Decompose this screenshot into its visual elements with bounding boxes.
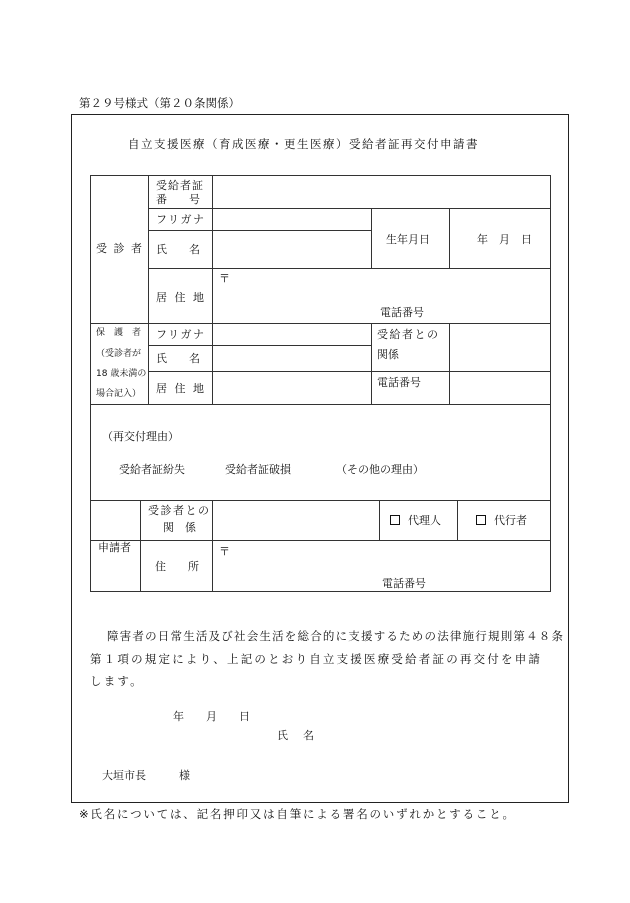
- guardian-address-field[interactable]: [213, 372, 370, 403]
- guardian-relation-field[interactable]: [450, 324, 549, 370]
- patient-name-label: 氏 名: [156, 243, 200, 256]
- reason-option-damaged[interactable]: 受給者証破損: [225, 463, 291, 476]
- proxy-option-label: 代行者: [494, 514, 527, 527]
- form-number: 第２９号様式（第２０条関係）: [79, 96, 240, 110]
- checkbox-icon: [476, 515, 486, 525]
- guardian-label-2: （受診者が: [96, 349, 142, 359]
- guardian-name-label: 氏 名: [156, 352, 200, 365]
- birthdate-field[interactable]: [450, 209, 549, 267]
- patient-name-field[interactable]: [213, 231, 370, 267]
- applicant-relation-field[interactable]: [213, 501, 378, 539]
- patient-section-label: 受 診 者: [96, 242, 144, 255]
- statement-line-3: します。: [90, 674, 144, 688]
- applicant-label: 申請者: [98, 541, 131, 554]
- footnote: ※氏名については、記名押印又は自筆による署名のいずれかとすること。: [79, 807, 516, 821]
- patient-phone-label: 電話番号: [380, 306, 424, 319]
- proxy-checkbox[interactable]: [476, 515, 527, 526]
- signature-field[interactable]: [330, 724, 530, 744]
- guardian-relation-label-2: 関係: [377, 348, 399, 361]
- applicant-postal-mark: 〒: [219, 545, 230, 558]
- statement-line-1: 障害者の日常生活及び社会生活を総合的に支援するための法律施行規則第４８条: [107, 629, 565, 643]
- patient-address-field[interactable]: [213, 269, 549, 322]
- patient-address-label: 居 住 地: [156, 291, 206, 304]
- cert-number-label-1: 受給者証: [156, 179, 204, 192]
- guardian-label-3: 18 歳未満の: [96, 369, 147, 379]
- patient-furigana-field[interactable]: [213, 209, 370, 229]
- addressee: 大垣市長 様: [102, 769, 190, 782]
- agent-checkbox[interactable]: [390, 515, 441, 526]
- cert-number-label-2: 番 号: [156, 193, 200, 206]
- guardian-phone-label: 電話番号: [377, 376, 421, 389]
- applicant-address-field[interactable]: [213, 541, 549, 590]
- applicant-address-label: 住 所: [155, 560, 199, 573]
- checkbox-icon: [390, 515, 400, 525]
- reason-option-lost[interactable]: 受給者証紛失: [119, 463, 185, 476]
- application-date[interactable]: 年 月 日: [173, 710, 250, 723]
- birthdate-label: 生年月日: [386, 233, 430, 246]
- guardian-label-1: 保 護 者: [96, 328, 142, 338]
- patient-postal-mark: 〒: [219, 272, 230, 285]
- guardian-furigana-field[interactable]: [213, 324, 370, 344]
- reason-label: （再交付理由）: [102, 430, 179, 443]
- agent-option-label: 代理人: [408, 514, 441, 527]
- applicant-relation-label-2: 関 係: [163, 521, 196, 534]
- cert-number-field[interactable]: [213, 176, 549, 207]
- guardian-label-4: 場合記入）: [96, 389, 142, 399]
- guardian-furigana-label: フリガナ: [156, 328, 206, 341]
- guardian-address-label: 居 住 地: [156, 382, 206, 395]
- birthdate-value: 年 月 日: [477, 233, 532, 246]
- guardian-relation-label-1: 受給者との: [377, 328, 440, 341]
- signature-label: 氏 名: [277, 729, 316, 742]
- guardian-phone-field[interactable]: [450, 372, 549, 403]
- form-title: 自立支援医療（育成医療・更生医療）受給者証再交付申請書: [128, 137, 479, 151]
- applicant-phone-label: 電話番号: [382, 577, 426, 590]
- guardian-name-field[interactable]: [213, 346, 370, 370]
- statement-line-2: 第１項の規定により、上記のとおり自立支援医療受給者証の再交付を申請: [90, 652, 543, 666]
- patient-furigana-label: フリガナ: [156, 213, 206, 226]
- applicant-relation-label-1: 受診者との: [148, 504, 211, 517]
- reason-option-other[interactable]: （その他の理由）: [336, 463, 424, 476]
